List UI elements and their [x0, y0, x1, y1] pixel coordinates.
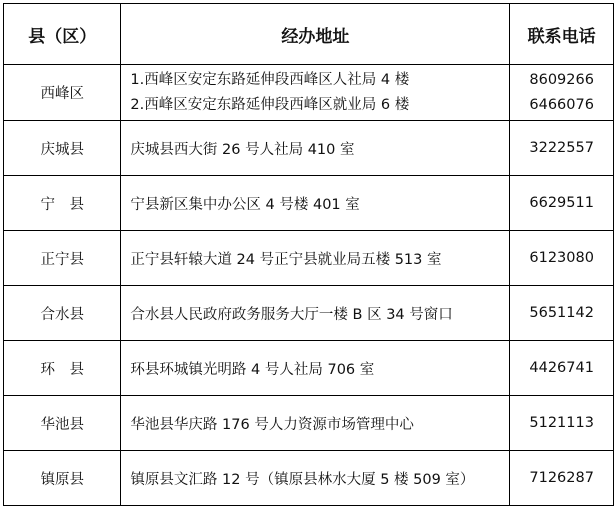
contact-table-container	[3, 3, 614, 506]
address-cell	[121, 65, 510, 121]
phone-cell: 5121113	[510, 396, 614, 451]
address-cell: 镇原县文汇路 12 号（镇原县林水大厦 5 楼 509 室）	[121, 451, 510, 506]
header-phone: 联系电话	[510, 4, 614, 65]
county-cell: 镇原县	[4, 451, 121, 506]
header-address: 经办地址	[121, 4, 510, 65]
address-cell: 正宁县轩辕大道 24 号正宁县就业局五楼 513 室	[121, 231, 510, 286]
address-cell: 庆城县西大街 26 号人社局 410 室	[121, 121, 510, 176]
county-cell: 正宁县	[4, 231, 121, 286]
header-county: 县（区）	[4, 4, 121, 65]
table-row	[4, 65, 614, 121]
table-header-row	[4, 4, 614, 65]
address-cell: 环县环城镇光明路 4 号人社局 706 室	[121, 341, 510, 396]
table-row	[4, 231, 614, 286]
phone-cell: 3222557	[510, 121, 614, 176]
address-line: 2.西峰区安定东路延伸段西峰区就业局 6 楼	[130, 96, 410, 113]
table-row	[4, 121, 614, 176]
phone-cell	[510, 65, 614, 121]
phone-cell: 6629511	[510, 176, 614, 231]
county-cell: 庆城县	[4, 121, 121, 176]
table-row	[4, 341, 614, 396]
county-cell: 宁 县	[4, 176, 121, 231]
county-cell: 华池县	[4, 396, 121, 451]
contact-table	[3, 3, 614, 506]
table-row	[4, 176, 614, 231]
table-row	[4, 451, 614, 506]
county-cell: 环 县	[4, 341, 121, 396]
phone-cell: 5651142	[510, 286, 614, 341]
address-cell: 宁县新区集中办公区 4 号楼 401 室	[121, 176, 510, 231]
phone-cell: 7126287	[510, 451, 614, 506]
phone-line: 8609266	[529, 71, 594, 88]
address-cell: 合水县人民政府政务服务大厅一楼 B 区 34 号窗口	[121, 286, 510, 341]
table-row	[4, 396, 614, 451]
table-row	[4, 286, 614, 341]
phone-cell: 6123080	[510, 231, 614, 286]
address-line: 1.西峰区安定东路延伸段西峰区人社局 4 楼	[130, 71, 410, 88]
county-cell: 合水县	[4, 286, 121, 341]
address-cell: 华池县华庆路 176 号人力资源市场管理中心	[121, 396, 510, 451]
phone-cell: 4426741	[510, 341, 614, 396]
phone-line: 6466076	[529, 96, 594, 113]
county-cell: 西峰区	[4, 65, 121, 121]
